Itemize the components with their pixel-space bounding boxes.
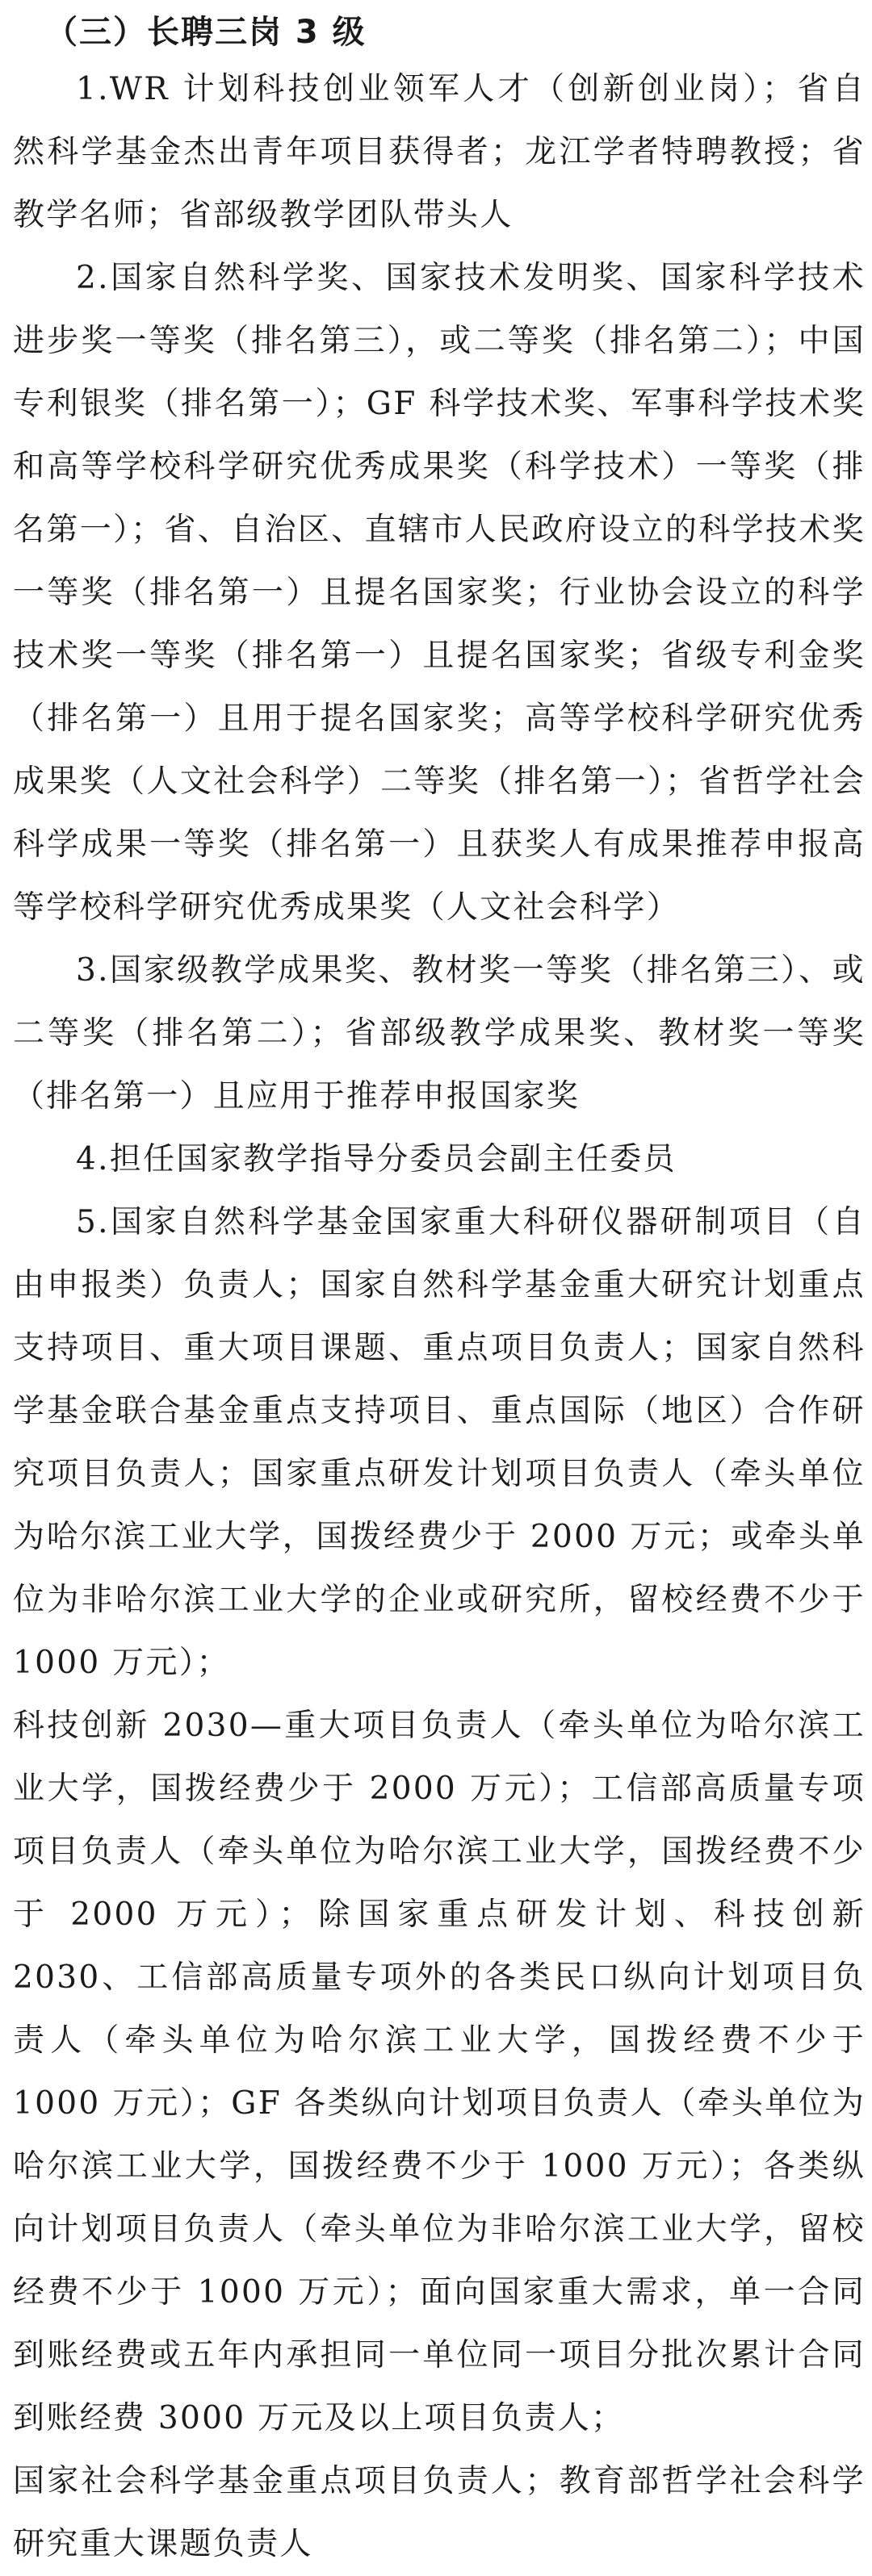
- item-5-paragraph: 5.国家自然科学基金国家重大科研仪器研制项目（自由申报类）负责人；国家自然科学基金重大研究计划重点支持项目、重大项目课题、重点项目负责人；国家自然科学基金联合基金重点支持项目、重点国际（地区）合作研究项目负责人；国家重点研发计划项目负责人（牵头单位为哈尔滨工业大学，国拨经费少于 2000 万元；或牵头单位为非哈尔滨工业大学的企业或研究所，留校经费不少于 1000 万元）；: [13, 1204, 866, 1681]
- section-heading: （三）长聘三岗 3 级: [45, 14, 367, 51]
- item-3-paragraph: 3.国家级教学成果奖、教材奖一等奖（排名第三）、或二等奖（排名第二）；省部级教学成果奖、教材奖一等奖（排名第一）且应用于推荐申报国家奖: [13, 952, 866, 1114]
- item-4-paragraph: 4.担任国家教学指导分委员会副主任委员: [76, 1141, 677, 1177]
- item-1-paragraph: 1.WR 计划科技创业领军人才（创新创业岗）；省自然科学基金杰出青年项目获得者；龙江学者特聘教授；省教学名师；省部级教学团队带头人: [13, 71, 866, 233]
- item-5-social-science-paragraph: 国家社会科学基金重点项目负责人；教育部哲学社会科学研究重大课题负责人: [13, 2463, 866, 2562]
- item-5-continuation-paragraph: 科技创新 2030—重大项目负责人（牵头单位为哈尔滨工业大学，国拨经费少于 2000 万元）；工信部高质量专项项目负责人（牵头单位为哈尔滨工业大学，国拨经费不少于 2000 万元）；除国家重点研发计划、科技创新 2030、工信部高质量专项外的各类民口纵向计划项目负责人（牵头单位为哈尔滨工业大学，国拨经费不少于 1000 万元）；GF 各类纵向计划项目负责人（牵头单位为哈尔滨工业大学，国拨经费不少于 1000 万元）；各类纵向计划项目负责人（牵头单位为非哈尔滨工业大学，留校经费不少于 1000 万元）；面向国家重大需求，单一合同到账经费或五年内承担同一单位同一项目分批次累计合同到账经费 3000 万元及以上项目负责人；: [13, 1708, 866, 2436]
- item-2-paragraph: 2.国家自然科学奖、国家技术发明奖、国家科学技术进步奖一等奖（排名第三），或二等奖（排名第二）；中国专利银奖（排名第一）；GF 科学技术奖、军事科学技术奖和高等学校科学研究优秀成果奖（科学技术）一等奖（排名第一）；省、自治区、直辖市人民政府设立的科学技术奖一等奖（排名第一）且提名国家奖；行业协会设立的科学技术奖一等奖（排名第一）且提名国家奖；省级专利金奖（排名第一）且用于提名国家奖；高等学校科学研究优秀成果奖（人文社会科学）二等奖（排名第一）；省哲学社会科学成果一等奖（排名第一）且获奖人有成果推荐申报高等学校科学研究优秀成果奖（人文社会科学）: [13, 260, 866, 926]
